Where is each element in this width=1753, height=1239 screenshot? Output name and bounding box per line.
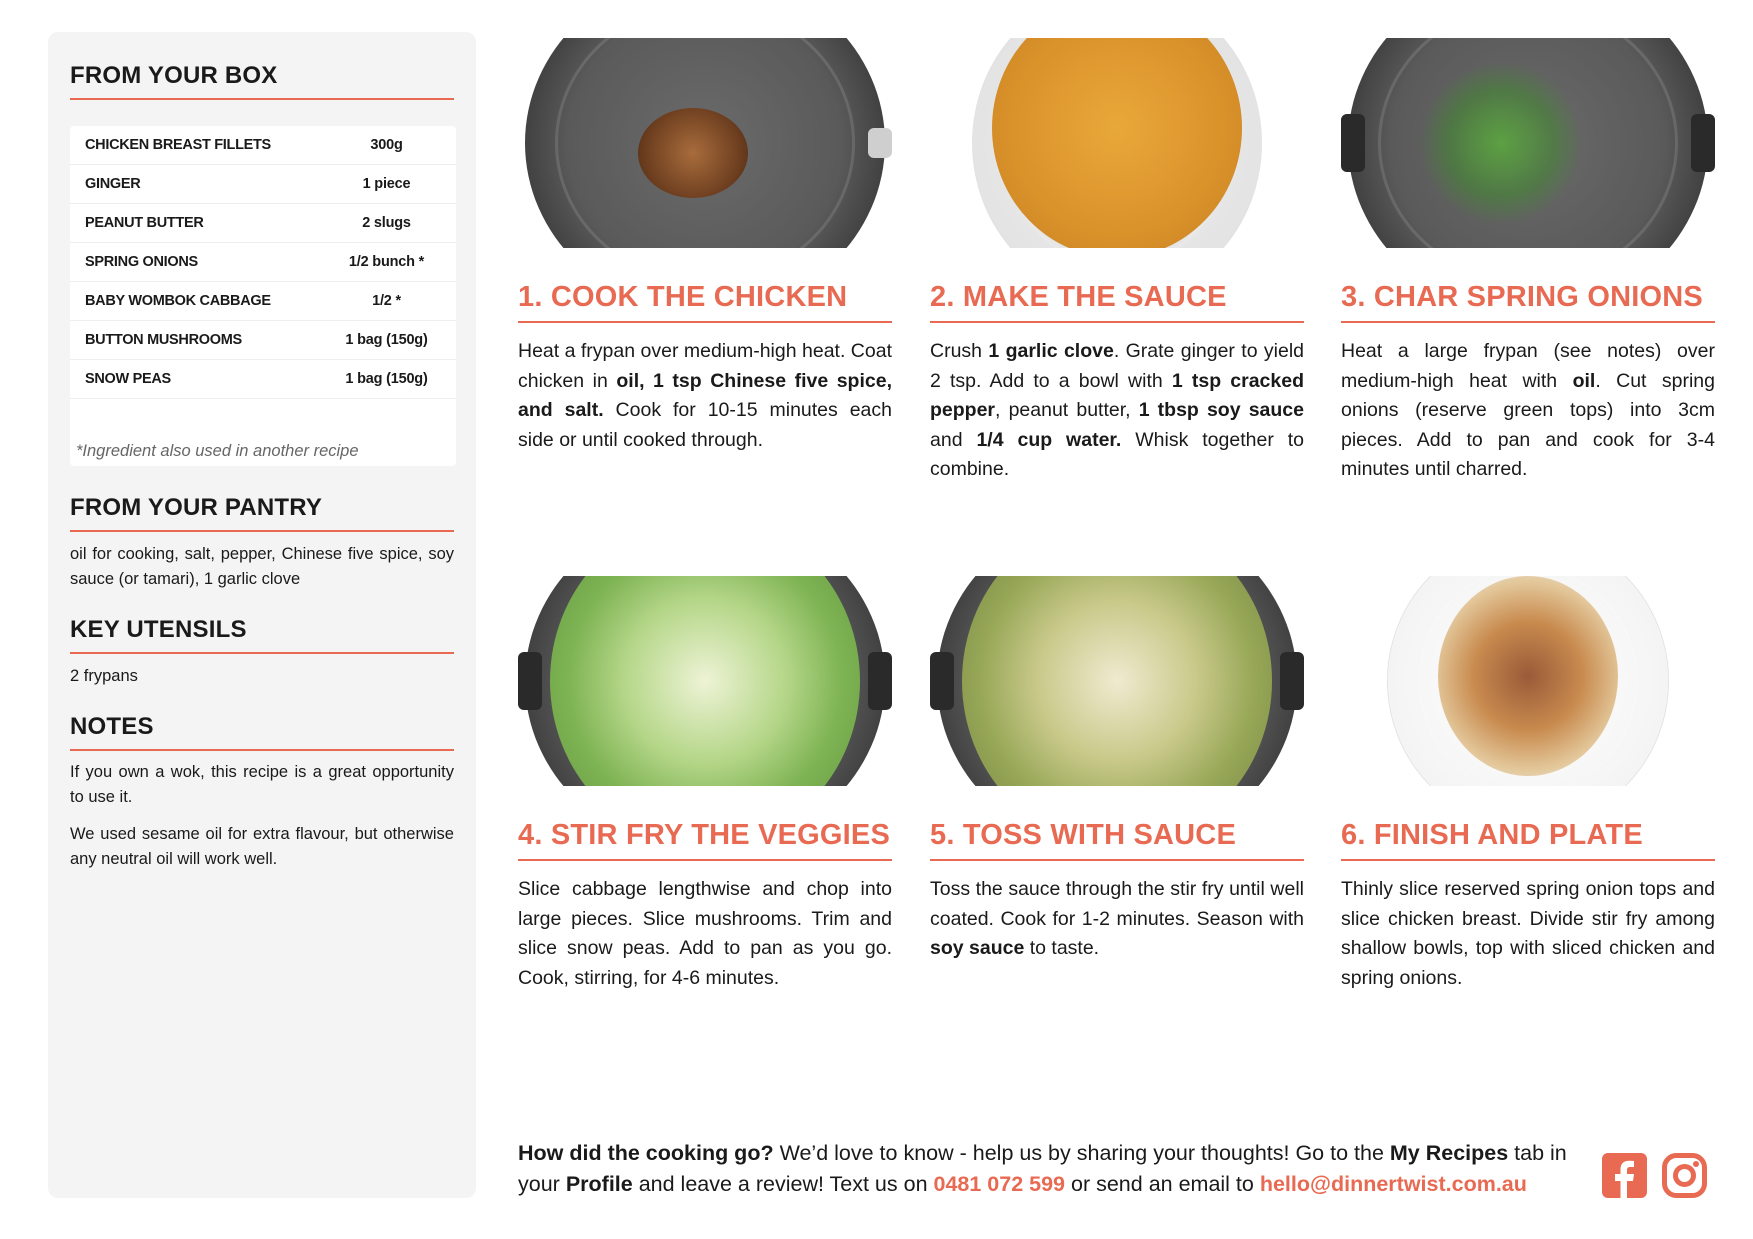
step-text-run: Thinly slice reserved spring onion tops and slice chicken breast. Divide stir fry among shallow bowls, top with sliced chicken and spring onions. — [1341, 878, 1715, 989]
step-text — [1341, 875, 1715, 993]
profile-label: Profile — [565, 1172, 633, 1196]
ingredient-qty: 2 slugs — [362, 215, 411, 231]
note-text: We used sesame oil for extra flavour, but otherwise any neutral oil will work well. — [70, 825, 454, 868]
step-text-run: Cook for 10-15 minutes each side or until cooked through. — [518, 399, 892, 451]
ingredient-name: SNOW PEAS — [85, 371, 171, 387]
ingredient-name: BUTTON MUSHROOMS — [85, 332, 242, 348]
stir-fry-image — [962, 576, 1272, 786]
step-text — [930, 337, 1304, 485]
ingredient-row — [70, 321, 456, 360]
ingredient-row — [70, 360, 456, 399]
phone-link[interactable]: 0481 072 599 — [933, 1172, 1066, 1196]
step-text — [1341, 337, 1715, 485]
step-title: 2. MAKE THE SAUCE — [930, 281, 1304, 323]
footer-text: and leave a review! Text us on — [632, 1172, 934, 1196]
step-title: 4. STIR FRY THE VEGGIES — [518, 819, 892, 861]
veggies-image — [550, 576, 860, 786]
plated-dish-image — [1438, 576, 1618, 776]
ingredient-name: SPRING ONIONS — [85, 254, 198, 270]
step-title: 6. FINISH AND PLATE — [1341, 819, 1715, 861]
footer-text: tab in your — [518, 1141, 1567, 1196]
step-4 — [518, 576, 892, 993]
ingredient-name: BABY WOMBOK CABBAGE — [85, 293, 271, 309]
ingredient-qty: 1/2 bunch * — [348, 254, 425, 270]
step-text — [518, 337, 892, 455]
ingredients-table — [70, 126, 456, 466]
step-3-photo — [1341, 38, 1715, 248]
step-2-photo — [930, 38, 1304, 248]
ingredient-row — [70, 282, 456, 321]
step-text-emphasis: oil, 1 tsp Chinese five spice, and salt. — [518, 369, 892, 421]
instagram-icon[interactable] — [1662, 1153, 1707, 1198]
step-text-emphasis: 1/4 cup water. — [976, 428, 1122, 451]
ingredient-row — [70, 243, 456, 282]
ingredient-qty: 300g — [370, 137, 403, 153]
footer-question: How did the cooking go? — [518, 1141, 774, 1165]
pan-handle-image — [930, 652, 954, 710]
step-5 — [930, 576, 1304, 964]
ingredient-qty: 1 bag (150g) — [345, 332, 428, 348]
step-text-run: Slice cabbage lengthwise and chop into large pieces. Slice mushrooms. Trim and slice snow peas. Add to pan as you go. Cook, stirring, for 4-6 minutes. — [518, 878, 892, 989]
step-text-run: to taste. — [1024, 937, 1100, 959]
ingredient-row — [70, 204, 456, 243]
step-title: 3. CHAR SPRING ONIONS — [1341, 281, 1715, 323]
ingredient-row — [70, 165, 456, 204]
ingredient-name: CHICKEN BREAST FILLETS — [85, 137, 271, 153]
ingredients-sidebar — [48, 32, 476, 1198]
step-text-run: Toss the sauce through the stir fry until well coated. Cook for 1-2 minutes. Season with — [930, 878, 1304, 930]
ingredient-name: PEANUT BUTTER — [85, 215, 204, 231]
step-text-emphasis: 1 tbsp soy sauce — [1138, 399, 1304, 421]
step-text-emphasis: 1 tsp cracked pepper — [930, 369, 1305, 421]
facebook-icon[interactable] — [1602, 1153, 1647, 1198]
step-text-run: Crush — [930, 340, 989, 362]
pantry-text: oil for cooking, salt, pepper, Chinese five spice, soy sauce (or tamari), 1 garlic clove — [70, 545, 454, 588]
ingredient-name: GINGER — [85, 176, 141, 192]
sauce-image — [992, 38, 1242, 248]
step-1 — [518, 38, 892, 455]
ingredient-qty: 1 piece — [362, 176, 411, 192]
ingredient-row — [70, 126, 456, 165]
step-3 — [1341, 38, 1715, 485]
step-text — [930, 875, 1304, 964]
pan-handle-image — [518, 652, 542, 710]
step-text-run: Heat a large frypan (see notes) over medium-high heat with — [1341, 340, 1715, 392]
step-title: 5. TOSS WITH SAUCE — [930, 819, 1304, 861]
my-recipes-label: My Recipes — [1389, 1141, 1509, 1165]
spring-onions-image — [1421, 58, 1581, 228]
step-6 — [1341, 576, 1715, 993]
step-2 — [930, 38, 1304, 485]
pan-handle-image — [1691, 114, 1715, 172]
ingredient-footnote: *Ingredient also used in another recipe — [76, 442, 359, 460]
step-4-photo — [518, 576, 892, 786]
ingredient-qty: 1 bag (150g) — [345, 371, 428, 387]
feedback-footer — [518, 1138, 1568, 1200]
step-6-photo — [1341, 576, 1715, 786]
footer-text: or send an email to — [1065, 1172, 1260, 1196]
box-title: FROM YOUR BOX — [70, 62, 454, 100]
step-text-run: Whisk together to combine. — [930, 428, 1304, 480]
step-text-emphasis: soy sauce — [930, 937, 1025, 959]
instagram-glyph — [1662, 1153, 1707, 1198]
step-text-run: . Cut spring onions (reserve green tops) into 3cm pieces. Add to pan and cook for 3-4 minutes until charred. — [1341, 369, 1715, 480]
email-link[interactable]: hello@dinnertwist.com.au — [1259, 1172, 1527, 1196]
step-text-run: . Grate ginger to yield 2 tsp. Add to a bowl with — [930, 340, 1304, 392]
step-5-photo — [930, 576, 1304, 786]
step-text-run: Heat a frypan over medium-high heat. Coat chicken in — [518, 340, 892, 392]
step-text-run: , peanut butter, — [995, 399, 1139, 421]
pan-handle-image — [1280, 652, 1304, 710]
step-text-emphasis: oil — [1572, 369, 1596, 392]
pan-handle-image — [868, 652, 892, 710]
step-1-photo — [518, 38, 892, 248]
pantry-title: FROM YOUR PANTRY — [70, 494, 454, 532]
pan-handle-image — [868, 128, 892, 158]
step-text-emphasis: 1 garlic clove — [988, 340, 1114, 362]
utensils-title: KEY UTENSILS — [70, 616, 454, 654]
pan-handle-image — [1341, 114, 1365, 172]
step-text-run: and — [930, 428, 977, 451]
footer-text: We’d love to know - help us by sharing your thoughts! Go to the — [773, 1141, 1390, 1165]
ingredient-qty: 1/2 * — [372, 293, 401, 309]
step-title: 1. COOK THE CHICKEN — [518, 281, 892, 323]
utensils-text: 2 frypans — [70, 667, 138, 685]
note-text: If you own a wok, this recipe is a great opportunity to use it. — [70, 763, 454, 806]
notes-title: NOTES — [70, 713, 454, 751]
step-text — [518, 875, 892, 993]
facebook-glyph — [1602, 1153, 1647, 1198]
chicken-image — [638, 108, 748, 198]
